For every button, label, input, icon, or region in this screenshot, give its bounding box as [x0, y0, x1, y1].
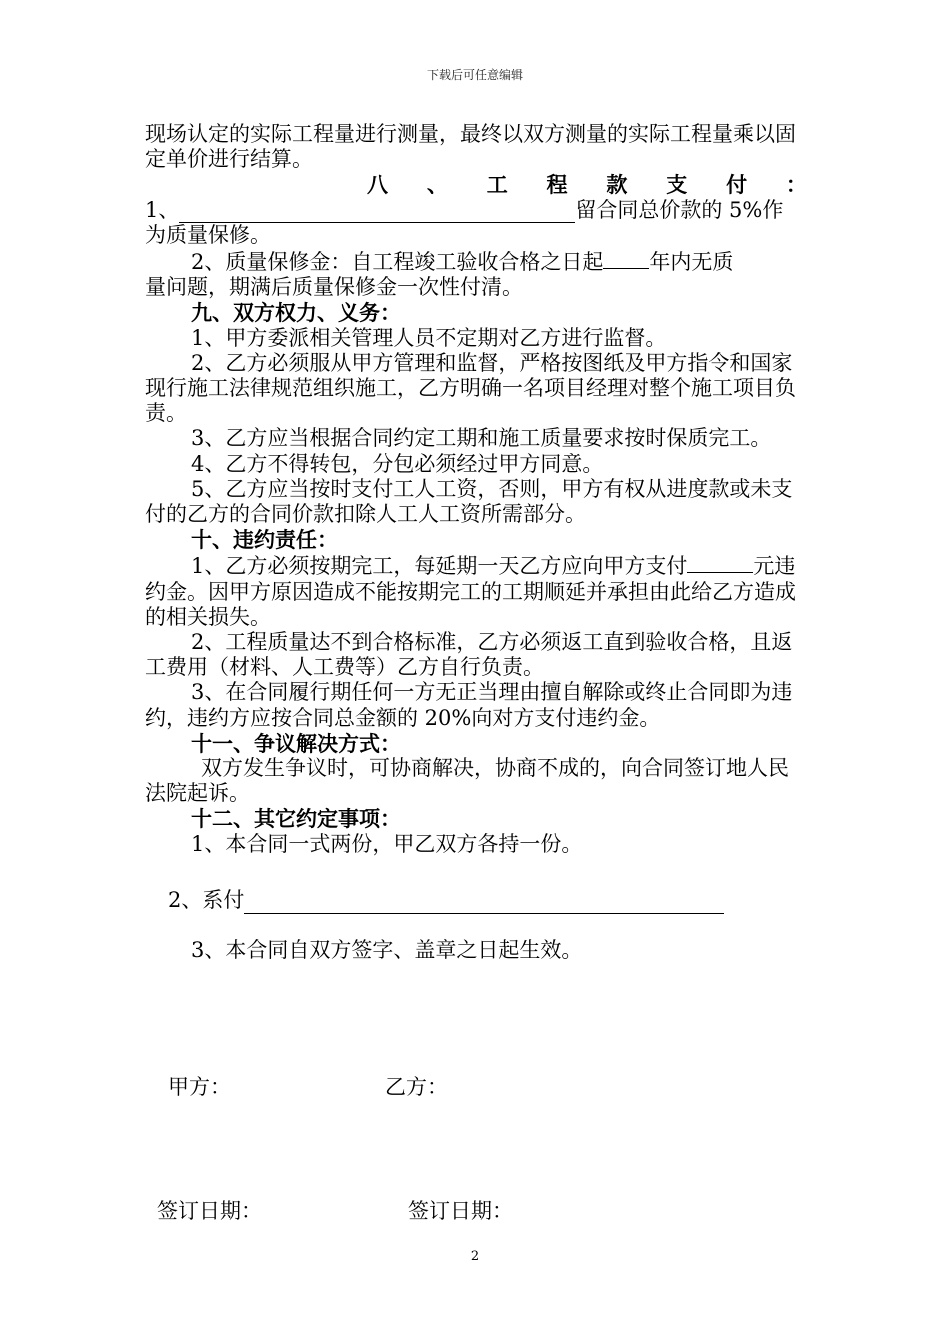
paragraph: 4、乙方不得转包，分包必须经过甲方同意。 — [191, 451, 604, 476]
paragraph: 1、本合同一式两份，甲乙双方各持一份。 — [191, 831, 583, 856]
item-text: 1、乙方必须按期完工，每延期一天乙方应向甲方支付 — [191, 554, 688, 579]
paragraph: 2、乙方必须服从甲方管理和监督，严格按图纸及甲方指令和国家现行施工法律规范组织施工，乙方明确一名项目经理对整个施工项目负责。 — [145, 350, 796, 426]
section-heading-rights: 九、双方权力、义务： — [191, 300, 401, 326]
section-heading-dispute: 十一、争议解决方式： — [191, 730, 401, 756]
page-number: 2 — [470, 1249, 480, 1264]
sign-date-a-label: 签订日期： — [157, 1199, 262, 1223]
paragraph: 1、甲方委派相关管理人员不定期对乙方进行监督。 — [191, 325, 667, 350]
paragraph: 为质量保修。 — [145, 222, 271, 247]
paragraph: 3、在合同履行期任何一方无正当理由擅自解除或终止合同即为违约，违约方应按合同总金额的 20%向对方支付违约金。 — [145, 680, 793, 730]
section-heading-liability: 十、违约责任： — [191, 527, 338, 553]
liability-item-1 — [145, 552, 807, 630]
section-heading-other: 十二、其它约定事项： — [191, 806, 401, 832]
paragraph: 2、工程质量达不到合格标准，乙方必须返工直到验收合格，且返工费用（材料、人工费等）乙方自行负责。 — [145, 630, 793, 680]
heading-char: ： — [785, 172, 807, 198]
other-item-2 — [168, 884, 724, 914]
page-header: 下载后可任意编辑 — [426, 68, 523, 82]
heading-char: 、 — [426, 172, 448, 198]
paragraph: 3、乙方应当根据合同约定工期和施工质量要求按时保质完工。 — [191, 426, 772, 451]
payment-item-2 — [145, 248, 807, 275]
item-text: 2、系付 — [168, 888, 245, 912]
heading-char: 支 — [666, 172, 688, 198]
blank-line — [603, 248, 649, 269]
section-heading-payment — [145, 172, 807, 197]
paragraph: 现场认定的实际工程量进行测量，最终以双方测量的实际工程量乘以固定单价进行结算。 — [145, 122, 796, 172]
paragraph: 双方发生争议时，可协商解决，协商不成的，向合同签订地人民法院起诉。 — [145, 756, 789, 806]
heading-char: 付 — [726, 172, 748, 198]
contract-body — [145, 122, 807, 857]
party-a-label: 甲方： — [168, 1075, 231, 1099]
blank-line — [244, 893, 724, 914]
blank-line — [687, 552, 743, 573]
blank-line — [743, 552, 753, 573]
paragraph: 5、乙方应当按时支付工人工资，否则，甲方有权从进度款或未支付的乙方的合同价款扣除人工人工资所需部分。 — [145, 476, 793, 527]
item-text: 元违约金。因甲方原因造成不能按期完工的工期顺延并承担由此给乙方造成的相关损失。 — [145, 554, 796, 629]
sign-date-b-label: 签订日期： — [408, 1199, 513, 1223]
item-text: 年内无质 — [649, 250, 734, 275]
item-number: 1、 — [145, 197, 180, 222]
other-item-3: 3、本合同自双方签字、盖章之日起生效。 — [191, 938, 583, 962]
item-text: 2、质量保修金：自工程竣工验收合格之日起 — [191, 250, 604, 275]
paragraph: 量问题，期满后质量保修金一次性付清。 — [145, 275, 523, 300]
heading-char: 程 — [546, 172, 568, 198]
blank-line — [179, 202, 575, 223]
heading-char: 工 — [486, 172, 508, 198]
heading-char: 款 — [606, 172, 628, 198]
payment-item-1 — [145, 198, 807, 223]
item-text: 留合同总价款的 5%作 — [575, 197, 784, 222]
party-b-label: 乙方： — [385, 1075, 448, 1099]
heading-char: 八 — [367, 172, 388, 198]
